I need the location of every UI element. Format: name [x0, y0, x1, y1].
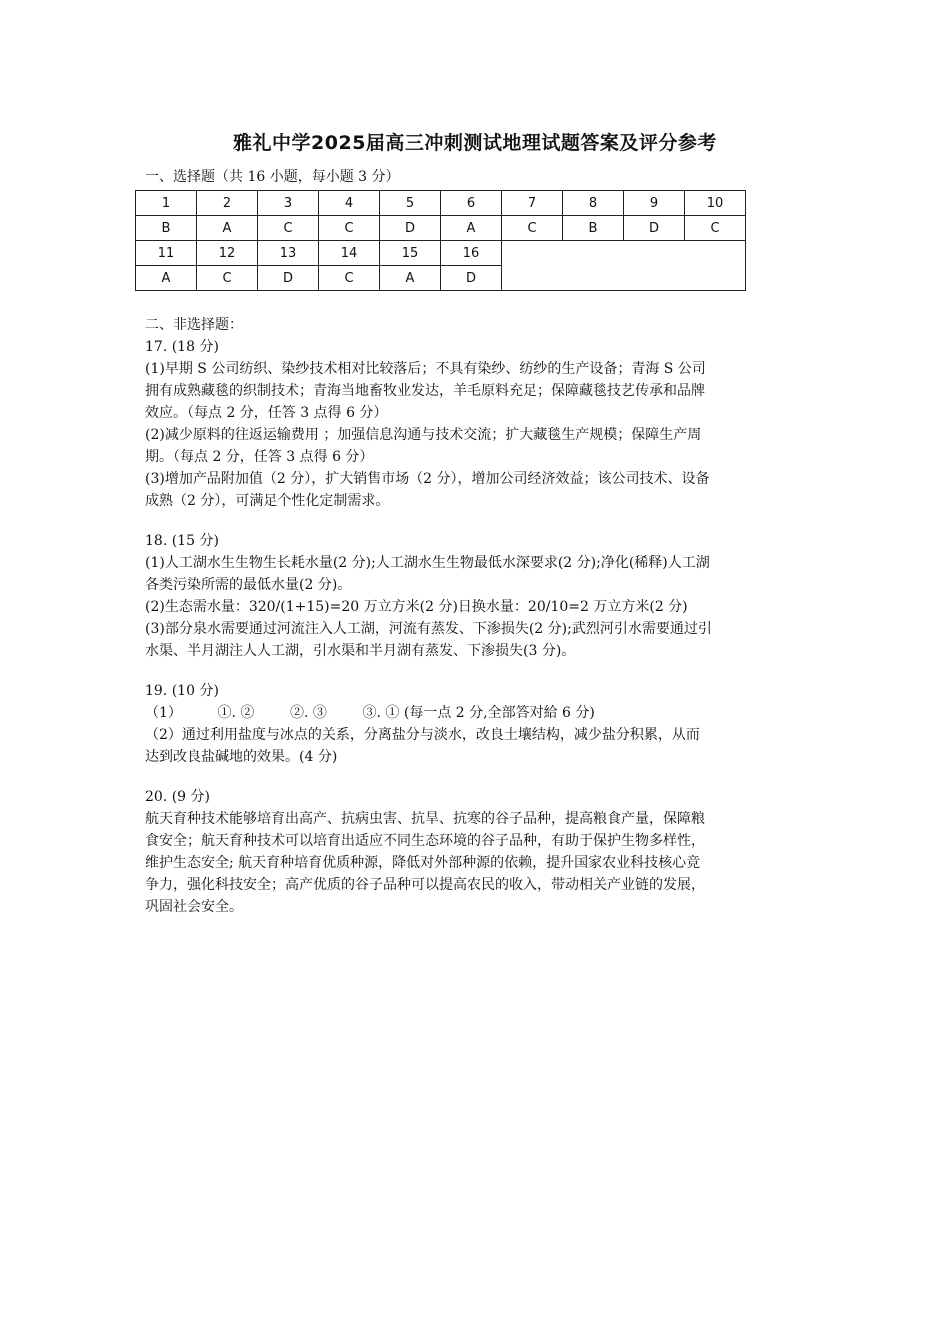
q19-line: （1） ①. ② ②. ③ ③. ① (每一点 2 分,全部答对給 6 分): [145, 705, 595, 721]
table-cell: B: [563, 216, 624, 241]
table-cell: 11: [136, 241, 197, 266]
q17-line: (1)早期 S 公司纺织、染纱技术相对比较落后；不具有染纱、纺纱的生产设备；青海 S 公司: [145, 361, 706, 377]
table-cell: 6: [441, 191, 502, 216]
table-cell: D: [441, 266, 502, 291]
section2-heading: 二、非选择题：: [145, 317, 243, 333]
q18-line: 水渠、半月湖注人人工湖，引水渠和半月湖有蒸发、下渗损失(3 分)。: [145, 643, 576, 659]
table-cell: 1: [136, 191, 197, 216]
table-cell: A: [197, 216, 258, 241]
table-row-answers-1: [136, 216, 746, 241]
table-cell: 2: [197, 191, 258, 216]
q20-line: 争力，强化科技安全；高产优质的谷子品种可以提高农民的收入，带动相关产业链的发展，: [145, 877, 705, 893]
table-cell: 5: [380, 191, 441, 216]
q20-line: 维护生态安全; 航天育种培育优质种源，降低对外部种源的依赖，提升国家农业科技核心竞: [145, 855, 701, 871]
table-cell: A: [380, 266, 441, 291]
q18-heading: 18. (15 分): [145, 533, 219, 549]
table-row-numbers-2: [136, 241, 746, 266]
table-cell: 8: [563, 191, 624, 216]
q17-line: (2)减少原料的往返运输费用 ；加强信息沟通与技术交流；扩大藏毯生产规模；保障生产周: [145, 427, 702, 443]
q20-line: 巩固社会安全。: [145, 899, 243, 915]
table-cell: C: [502, 216, 563, 241]
table-cell: C: [319, 266, 380, 291]
table-cell: 7: [502, 191, 563, 216]
q20-line: 航天育种技术能够培育出高产、抗病虫害、抗旱、抗寒的谷子品种，提高粮食产量，保障粮: [145, 811, 705, 827]
table-cell: 12: [197, 241, 258, 266]
table-empty-cell: [502, 241, 746, 291]
table-cell: B: [136, 216, 197, 241]
q20-line: 食安全；航天育种技术可以培育出适应不同生态环境的谷子品种，有助于保护生物多样性，: [145, 833, 705, 849]
q19-line: （2）通过利用盐度与冰点的关系，分离盐分与淡水，改良土壤结构，减少盐分积累，从而: [145, 727, 700, 743]
q17-heading: 17. (18 分): [145, 339, 219, 355]
q17-line: 成熟（2 分），可满足个性化定制需求。: [145, 493, 390, 509]
q17-line: 效应。（每点 2 分，任答 3 点得 6 分）: [145, 405, 388, 421]
table-cell: 10: [685, 191, 746, 216]
table-cell: 3: [258, 191, 319, 216]
table-cell: D: [624, 216, 685, 241]
q18-line: 各类污染所需的最低水量(2 分)。: [145, 577, 352, 593]
table-cell: C: [685, 216, 746, 241]
q18-line: (2)生态需水量：320/(1+15)=20 万立方米(2 分)日换水量：20/10=2 万立方米(2 分): [145, 599, 688, 615]
answer-table: [135, 190, 746, 291]
q18-line: (3)部分泉水需要通过河流注入人工湖，河流有蒸发、下渗损失(2 分);武烈河引水需要通过引: [145, 621, 712, 637]
q19-heading: 19. (10 分): [145, 683, 219, 699]
table-cell: C: [258, 216, 319, 241]
q17-line: 期。（每点 2 分，任答 3 点得 6 分）: [145, 449, 374, 465]
table-cell: D: [380, 216, 441, 241]
table-cell: C: [197, 266, 258, 291]
table-cell: 14: [319, 241, 380, 266]
q17-line: 拥有成熟藏毯的织制技术；青海当地畜牧业发达，羊毛原料充足；保障藏毯技艺传承和品牌: [145, 383, 705, 399]
table-cell: 9: [624, 191, 685, 216]
table-cell: D: [258, 266, 319, 291]
table-cell: 16: [441, 241, 502, 266]
q17-line: (3)增加产品附加值（2 分），扩大销售市场（2 分），增加公司经济效益；该公司技术、设备: [145, 471, 710, 487]
q20-heading: 20. (9 分): [145, 789, 210, 805]
q18-line: (1)人工湖水生生物生长耗水量(2 分);人工湖水生生物最低水深要求(2 分);净化(稀释)人工湖: [145, 555, 710, 571]
table-cell: 15: [380, 241, 441, 266]
table-cell: 13: [258, 241, 319, 266]
page-title: 雅礼中学2025届高三冲刺测试地理试题答案及评分参考: [233, 132, 717, 154]
table-cell: A: [441, 216, 502, 241]
q19-line: 达到改良盐碱地的效果。(4 分): [145, 749, 338, 765]
table-cell: C: [319, 216, 380, 241]
section1-heading: 一、选择题（共 16 小题，每小题 3 分）: [145, 169, 400, 185]
table-cell: A: [136, 266, 197, 291]
table-row-numbers-1: [136, 191, 746, 216]
table-cell: 4: [319, 191, 380, 216]
